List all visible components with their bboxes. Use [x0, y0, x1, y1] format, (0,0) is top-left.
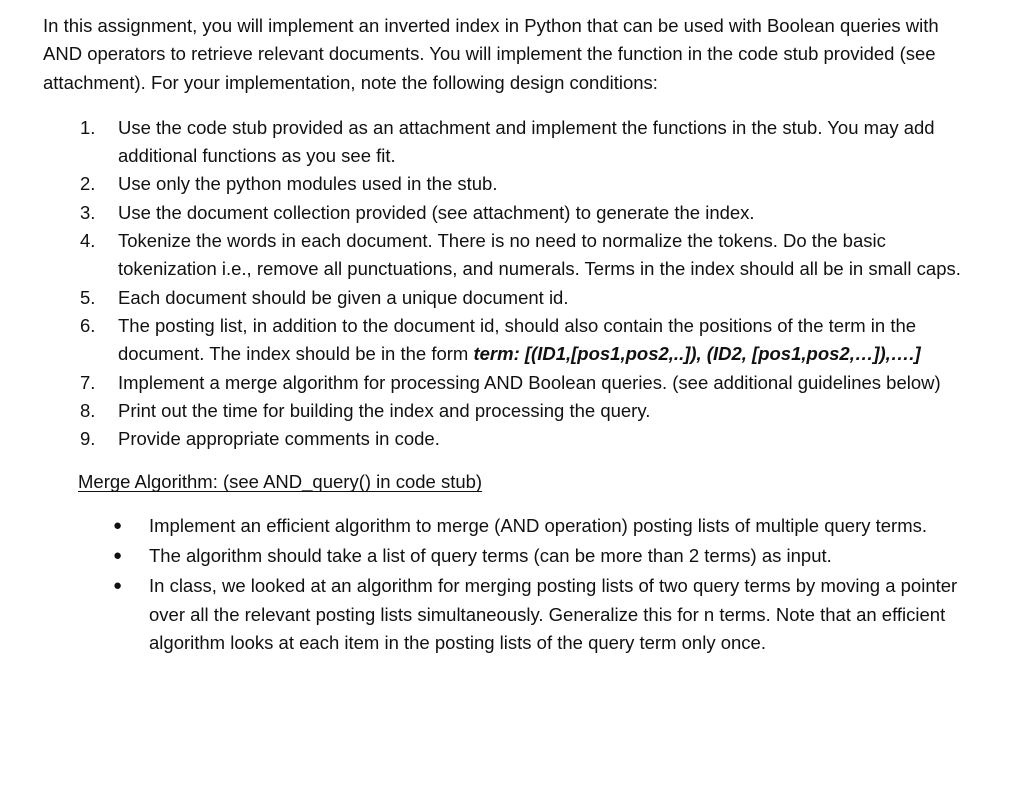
list-item: [43, 572, 984, 657]
list-item: [43, 199, 984, 227]
item-text: Print out the time for building the index and processing the query.: [118, 399, 651, 421]
item-number: 2.: [80, 173, 96, 195]
bullet-icon: ●: [113, 577, 123, 595]
item-number: 7.: [80, 371, 96, 393]
item-text: Use the document collection provided (see attachment) to generate the index.: [118, 201, 755, 223]
bullet-icon: ●: [113, 516, 123, 534]
list-item: [43, 512, 984, 540]
bullet-text: In class, we looked at an algorithm for merging posting lists of two query terms by moving a pointer over all the relevant posting lists simultaneously. Generalize this for n terms. Note that an efficient algorithm looks at each item in the posting lists of the query term only once.: [149, 575, 958, 653]
item-text: Provide appropriate comments in code.: [118, 428, 440, 450]
bullet-text: Implement an efficient algorithm to merge (AND operation) posting lists of multiple query terms.: [149, 514, 928, 536]
list-item: [43, 227, 984, 284]
requirements-list: [43, 114, 984, 454]
item-text: Use the code stub provided as an attachment and implement the functions in the stub. You may add additional functions as you see fit.: [118, 116, 935, 167]
item-text: Tokenize the words in each document. There is no need to normalize the tokens. Do the basic tokenization i.e., remove all punctuations, and numerals. Terms in the index should all be in small caps.: [118, 230, 961, 280]
list-item: [43, 425, 984, 453]
bullet-icon: ●: [113, 547, 123, 565]
bullet-text: The algorithm should take a list of query terms (can be more than 2 terms) as input.: [149, 545, 832, 567]
intro-paragraph: In this assignment, you will implement an inverted index in Python that can be used with Boolean queries with AND operators to retrieve relevant documents. You will implement the function in the code stub provided (see attachment). For your implementation, note the following design conditions:: [43, 15, 939, 93]
merge-algorithm-heading: Merge Algorithm: (see AND_query() in code stub): [78, 471, 483, 493]
list-item: [43, 542, 984, 570]
list-item: [43, 369, 984, 397]
list-item: [43, 284, 984, 312]
item-number: 4.: [80, 230, 96, 252]
index-format-example: term: [(ID1,[pos1,pos2,..]), (ID2, [pos1,pos2,…]),….]: [473, 343, 921, 365]
item-number: 1.: [80, 116, 96, 138]
item-number: 5.: [80, 286, 96, 308]
list-item: [43, 312, 984, 369]
item-number: 8.: [80, 399, 96, 421]
item-number: 9.: [80, 428, 96, 450]
item-number: 3.: [80, 201, 96, 223]
item-text: Each document should be given a unique document id.: [118, 286, 569, 308]
merge-guidelines-list: [43, 512, 984, 657]
list-item: [43, 170, 984, 198]
list-item: [43, 397, 984, 425]
posting-list-description: The posting list, in addition to the document id, should also contain the positions of the term in the document. The index should be in the form: [118, 314, 917, 365]
list-item: [43, 114, 984, 171]
item-number: 6.: [80, 314, 96, 336]
item-text: Implement a merge algorithm for processing AND Boolean queries. (see additional guidelines below): [118, 371, 941, 393]
item-text: Use only the python modules used in the stub.: [118, 173, 498, 195]
item-text-with-format: [118, 312, 978, 369]
